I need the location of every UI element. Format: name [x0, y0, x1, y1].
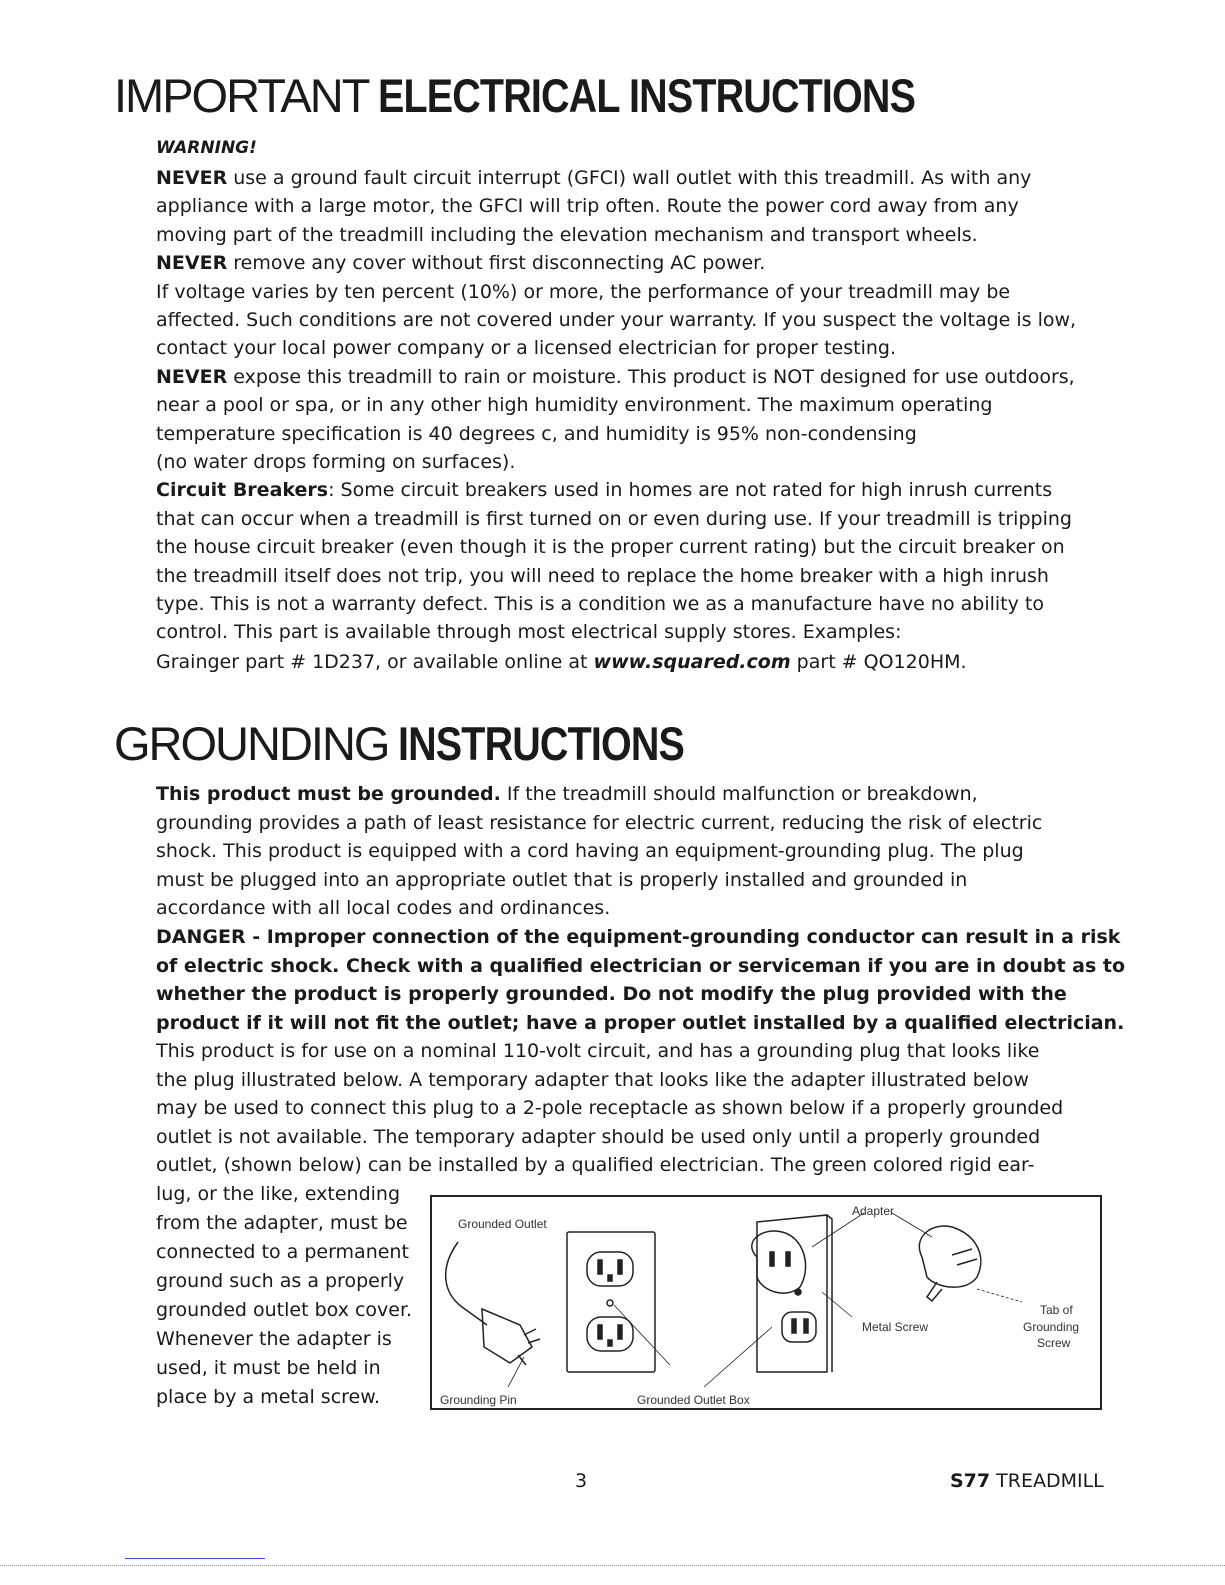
footer-link-underline [125, 1558, 265, 1559]
text-line [156, 618, 901, 647]
line-text: that can occur when a treadmill is first turned on or even during use. If your treadmill is tripping [156, 507, 1072, 530]
bottom-rule [0, 1565, 1225, 1566]
line-text: shock. This product is equipped with a cord having an equipment-grounding plug. The plug [156, 840, 1024, 862]
line-text: If voltage varies by ten percent (10%) or more, the performance of your treadmill may be [156, 280, 1011, 303]
grainger-line [156, 648, 967, 677]
line-text: near a pool or spa, or in any other high humidity environment. The maximum operating [156, 394, 993, 417]
label-grounded-outlet-box: Grounded Outlet Box [637, 1393, 750, 1407]
emphasis: NEVER [156, 365, 228, 388]
line-text: temperature specification is 40 degrees c, and humidity is 95% non-condensing [156, 422, 917, 445]
text-line [156, 837, 1024, 866]
text-line [156, 391, 992, 420]
adapter-caption [156, 1180, 412, 1412]
text-line: outlet, (shown below) can be installed by a qualified electrician. The green colored rigid ear- [156, 1154, 1035, 1176]
caption-line: grounded outlet box cover. [156, 1299, 413, 1321]
section-title-grounding [114, 716, 739, 772]
text-line [156, 221, 978, 250]
label-metal-screw: Metal Screw [862, 1320, 929, 1334]
label-tab-of: Tab of [1040, 1303, 1073, 1317]
line-text: remove any cover without first disconnecting AC power. [227, 252, 766, 275]
squared-link[interactable]: www.squared.com [593, 651, 791, 673]
text-line [156, 476, 1052, 505]
text-line: outlet is not available. The temporary adapter should be used only until a properly grounded [156, 1125, 1041, 1148]
lower-socket [782, 1312, 816, 1342]
text-line [156, 809, 1042, 838]
title-heavy-part: ELECTRICAL INSTRUCTIONS [378, 69, 916, 122]
model-code: S77 [950, 1470, 991, 1492]
line-text: contact your local power company or a licensed electrician for proper testing. [156, 337, 897, 360]
outlet-box [757, 1215, 827, 1372]
line-text: affected. Such conditions are not covered under your warranty. If you suspect the voltage is low, [156, 309, 1077, 331]
line-text: (no water drops forming on surfaces). [156, 451, 516, 473]
text-line: DANGER - Improper connection of the equipment-grounding conductor can result in a risk [156, 926, 1121, 948]
line-text: control. This part is available through most electrical supply stores. Examples: [156, 621, 902, 644]
page-number: 3 [575, 1470, 588, 1492]
caption-line: ground such as a properly [156, 1270, 405, 1292]
line-text: must be plugged into an appropriate outlet that is properly installed and grounded in [156, 868, 968, 891]
label-grounded-outlet: Grounded Outlet [458, 1217, 547, 1231]
warning-label: WARNING! [156, 138, 257, 158]
section-title-electrical [114, 68, 1018, 124]
caption-line: place by a metal screw. [156, 1386, 381, 1408]
caption-line: lug, or the like, extending [156, 1183, 401, 1205]
label-grounding: Grounding [1023, 1320, 1080, 1334]
emphasis: This product must be grounded. [156, 783, 501, 805]
label-grounding-pin: Grounding Pin [440, 1393, 517, 1407]
label-adapter: Adapter [852, 1204, 895, 1218]
line-text: moving part of the treadmill including the elevation mechanism and transport wheels. [156, 223, 978, 246]
emphasis: NEVER [156, 167, 228, 189]
model-name: TREADMILL [990, 1470, 1104, 1492]
text-line [156, 562, 1049, 591]
text-line [156, 249, 765, 278]
text-line [156, 420, 917, 449]
plate-screw [607, 1300, 613, 1306]
caption-line: from the adapter, must be [156, 1212, 408, 1234]
plug-cord [446, 1242, 487, 1325]
text-line: This product is for use on a nominal 110-volt circuit, and has a grounding plug that looks like [156, 1040, 1040, 1062]
text-line [156, 780, 978, 809]
grainger-text: Grainger part # 1D237, or available online at [156, 651, 594, 673]
text-line: of electric shock. Check with a qualified electrician or serviceman if you are in doubt as to [156, 954, 1126, 977]
text-line [156, 278, 1010, 307]
caption-line: connected to a permanent [156, 1241, 409, 1263]
grounding-diagram [430, 1195, 1102, 1410]
grounded-plug [482, 1309, 532, 1363]
text-line [156, 505, 1072, 534]
caption-line: Whenever the adapter is [156, 1328, 392, 1350]
title-light-part: GROUNDING [114, 717, 389, 770]
text-line [156, 363, 1075, 392]
title-heavy-part: INSTRUCTIONS [398, 717, 685, 770]
label-screw: Screw [1037, 1336, 1071, 1350]
line-text: grounding provides a path of least resistance for electric current, reducing the risk of electric [156, 811, 1043, 834]
text-line: product if it will not fit the outlet; have a proper outlet installed by a qualified electrician. [156, 1011, 1125, 1034]
text-line: whether the product is properly grounded. Do not modify the plug provided with the [156, 983, 1067, 1005]
line-text: : Some circuit breakers used in homes are not rated for high inrush currents [328, 479, 1053, 502]
text-line [156, 590, 1044, 619]
line-text: expose this treadmill to rain or moisture. This product is NOT designed for use outdoors, [227, 365, 1075, 388]
text-line [156, 448, 515, 477]
line-text: type. This is not a warranty defect. This is a condition we as a manufacture have no ability to [156, 593, 1044, 615]
text-line [156, 533, 1065, 562]
line-text: the treadmill itself does not trip, you will need to replace the home breaker with a high inrush [156, 564, 1049, 587]
emphasis: NEVER [156, 252, 228, 275]
text-line [156, 334, 896, 363]
text-line: may be used to connect this plug to a 2-pole receptacle as shown below if a properly grounded [156, 1097, 1064, 1119]
line-text: If the treadmill should malfunction or breakdown, [500, 783, 978, 805]
line-text: the house circuit breaker (even though it is the proper current rating) but the circuit breaker on [156, 536, 1065, 559]
footer-model [950, 1470, 1104, 1492]
title-light-part: IMPORTANT [114, 69, 369, 122]
text-line: the plug illustrated below. A temporary adapter that looks like the adapter illustrated below [156, 1068, 1029, 1091]
text-line [156, 866, 967, 895]
text-line [156, 164, 1031, 193]
emphasis: Circuit Breakers [156, 479, 329, 502]
text-line [156, 894, 610, 923]
text-line [156, 192, 1019, 221]
line-text: accordance with all local codes and ordinances. [156, 897, 611, 919]
line-text: appliance with a large motor, the GFCI will trip often. Route the power cord away from any [156, 195, 1019, 218]
line-text: use a ground fault circuit interrupt (GFCI) wall outlet with this treadmill. As with any [227, 167, 1032, 189]
caption-line: used, it must be held in [156, 1357, 381, 1379]
text-line [156, 306, 1076, 335]
part-number-text: part # QO120HM. [790, 651, 967, 673]
adapter-body [752, 1231, 806, 1293]
